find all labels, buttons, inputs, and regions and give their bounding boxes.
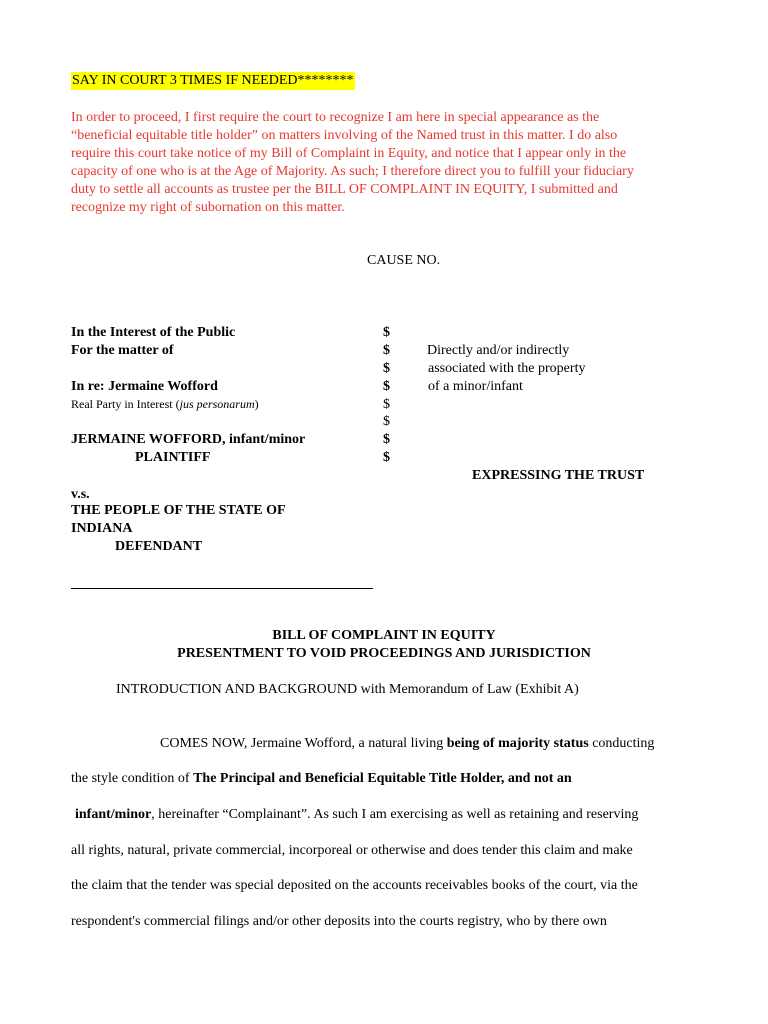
document-title: BILL OF COMPLAINT IN EQUITY [272,628,496,643]
caption-defendant-line2: INDIANA [71,521,133,536]
body-line-3 [75,806,638,824]
cause-number-label: CAUSE NO. [367,253,441,268]
notice-line: In order to proceed, I first require the court to recognize I am here in special appearance as the [71,110,600,125]
caption-separator: $ [383,397,390,412]
caption-separator: $ [383,343,390,358]
body-line-6: respondent's commercial filings and/or other deposits into the courts registry, who by there own [71,914,607,929]
notice-line: “beneficial equitable title holder” on matters involving of the Named trust in this matter. I do also [71,128,618,143]
expressing-the-trust: EXPRESSING THE TRUST [472,468,645,483]
caption-in-re: In re: Jermaine Wofford [71,379,218,394]
notice-paragraph [71,109,711,217]
caption-separator: $ [383,432,390,447]
caption-separator: $ [383,325,390,340]
body-text: conducting [588,736,655,751]
real-party-italic: jus personarum [179,397,255,411]
caption-separator: $ [383,379,390,394]
caption-matter: For the matter of [71,343,174,358]
caption-defendant-line1: THE PEOPLE OF THE STATE OF [71,503,286,518]
body-bold: being of majority status [446,736,589,751]
caption-interest: In the Interest of the Public [71,325,236,340]
caption-plaintiff-role: PLAINTIFF [135,450,211,465]
body-text: COMES NOW, Jermaine Wofford, a natural living [160,736,447,751]
caption-defendant-role: DEFENDANT [115,539,203,554]
caption-vs: v.s. [71,487,90,502]
caption-right-line3: of a minor/infant [428,379,523,394]
real-party-prefix: Real Party in Interest ( [71,397,180,411]
notice-line: recognize my right of subornation on this matter. [71,200,345,215]
intro-heading: INTRODUCTION AND BACKGROUND with Memorandum of Law (Exhibit A) [116,682,579,697]
real-party-suffix: ) [254,397,259,411]
notice-line: require this court take notice of my Bill of Complaint in Equity, and notice that I appear only in the [71,146,627,161]
caption-right-line1: Directly and/or indirectly [427,343,570,358]
caption-separator: $ [383,450,390,465]
notice-heading: SAY IN COURT 3 TIMES IF NEEDED******** [72,73,354,88]
caption-plaintiff-name: JERMAINE WOFFORD, infant/minor [71,432,306,447]
document-subtitle: PRESENTMENT TO VOID PROCEEDINGS AND JURISDICTION [177,646,591,661]
body-bold: The Principal and Beneficial Equitable Title Holder, and not an [193,771,572,786]
notice-line: duty to settle all accounts as trustee per the BILL OF COMPLAINT IN EQUITY, I submitted and [71,182,618,197]
caption-separator: $ [383,361,390,376]
notice-line: capacity of one who is at the Age of Majority. As such; I therefore direct you to fulfill your fiduciary [71,164,634,179]
caption-right-line2: associated with the property [428,361,586,376]
body-bold: infant/minor [75,807,152,822]
body-line-4: all rights, natural, private commercial, incorporeal or otherwise and does tender this claim and make [71,843,633,858]
body-line-1 [160,735,654,753]
caption-separator: $ [383,414,390,429]
caption-rule [71,588,373,589]
body-line-5: the claim that the tender was special deposited on the accounts receivables books of the court, via the [71,878,638,893]
body-text: the style condition of [71,771,194,786]
body-text: , hereinafter “Complainant”. As such I am exercising as well as retaining and reserving [151,807,639,822]
caption-real-party [71,397,259,412]
body-line-2 [71,770,572,788]
